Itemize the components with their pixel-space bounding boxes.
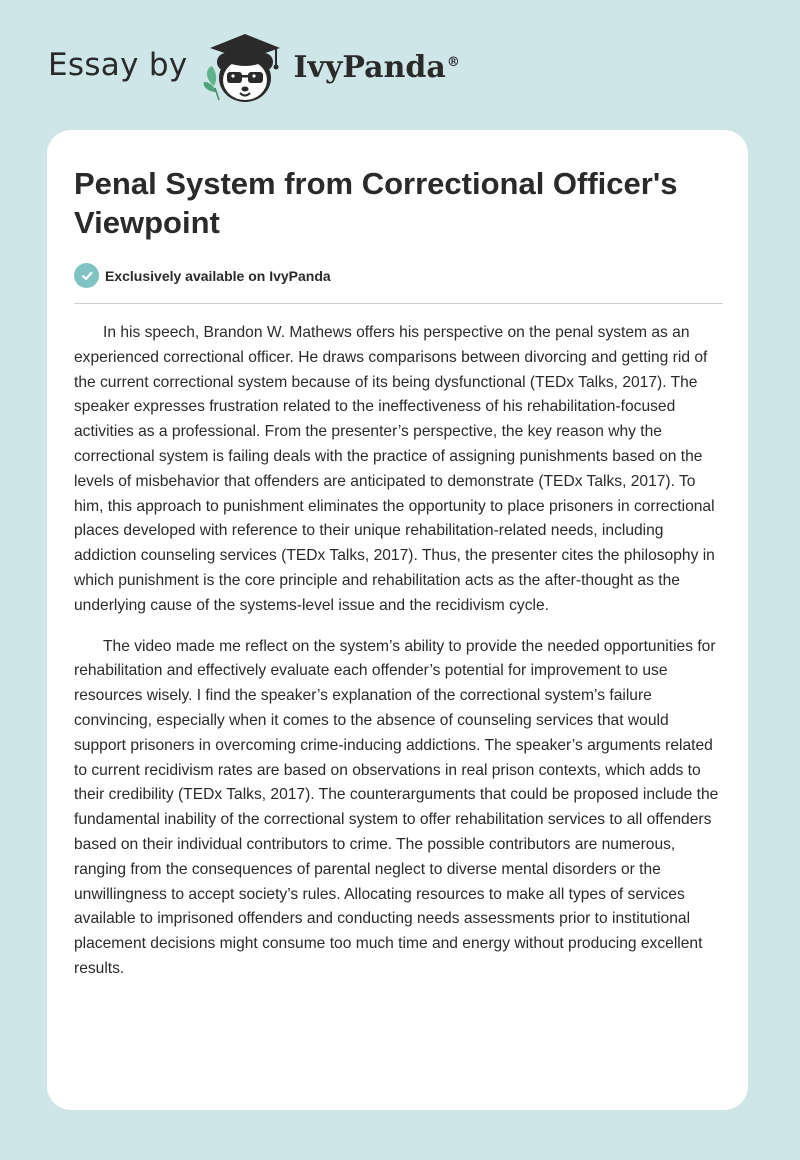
divider: [74, 303, 723, 304]
essay-title: Penal System from Correctional Officer's Viewpoint: [74, 166, 678, 240]
essay-card: [47, 130, 748, 1110]
exclusive-badge: [74, 263, 331, 288]
paragraph: In his speech, Brandon W. Mathews offers his perspective on the penal system as an experienced correctional officer. He draws comparisons between divorcing and getting rid of the current correctional system because of its being dysfunctional (TEDx Talks, 2017). The speaker expresses frustration related to the ineffectiveness of his rehabilitation-focused activities as a professional. From the presenter’s perspective, the key reason why the correctional system is failing deals with the practice of assigning punishments based on the levels of misbehavior that offenders are anticipated to demonstrate (TEDx Talks, 2017). To him, this approach to punishment eliminates the opportunity to place prisoners in correctional places developed with reference to their unique rehabilitation-related needs, including addiction counseling services (TEDx Talks, 2017). Thus, the presenter cites the philosophy in which punishment is the core principle and rehabilitation acts as the after-thought as the underlying cause of the systems-level issue and the recidivism cycle.: [74, 324, 715, 614]
brand-name: IvyPanda®: [293, 49, 460, 85]
essay-body: [74, 321, 723, 998]
brand-logo[interactable]: [48, 28, 460, 108]
registered-mark: ®: [446, 54, 460, 70]
brand-prefix: Essay by: [48, 47, 188, 83]
panda-mascot-icon: [200, 28, 288, 108]
exclusive-badge-label: Exclusively available on IvyPanda: [105, 267, 331, 284]
paragraph: The video made me reflect on the system’s ability to provide the needed opportunities for rehabilitation and effectively evaluate each offender’s potential for improvement to use resources wisely. I find the speaker’s explanation of the correctional system’s failure convincing, especially when it comes to the absence of counseling services that would support prisoners in overcoming crime-inducing addictions. The speaker’s arguments related to current recidivism rates are based on observations in real prison contexts, which adds to their credibility (TEDx Talks, 2017). The counterarguments that could be proposed include the fundamental inability of the correctional system to offer rehabilitation services to all offenders based on their individual contributors to crime. The possible contributors are numerous, ranging from the consequences of parental neglect to diverse mental disorders or the unwillingness to accept society’s rules. Allocating resources to make all types of services available to imprisoned offenders and conducting needs assessments prior to institutional placement decisions might consume too much time and energy without producing excellent results.: [74, 637, 719, 977]
check-icon: [74, 263, 99, 288]
